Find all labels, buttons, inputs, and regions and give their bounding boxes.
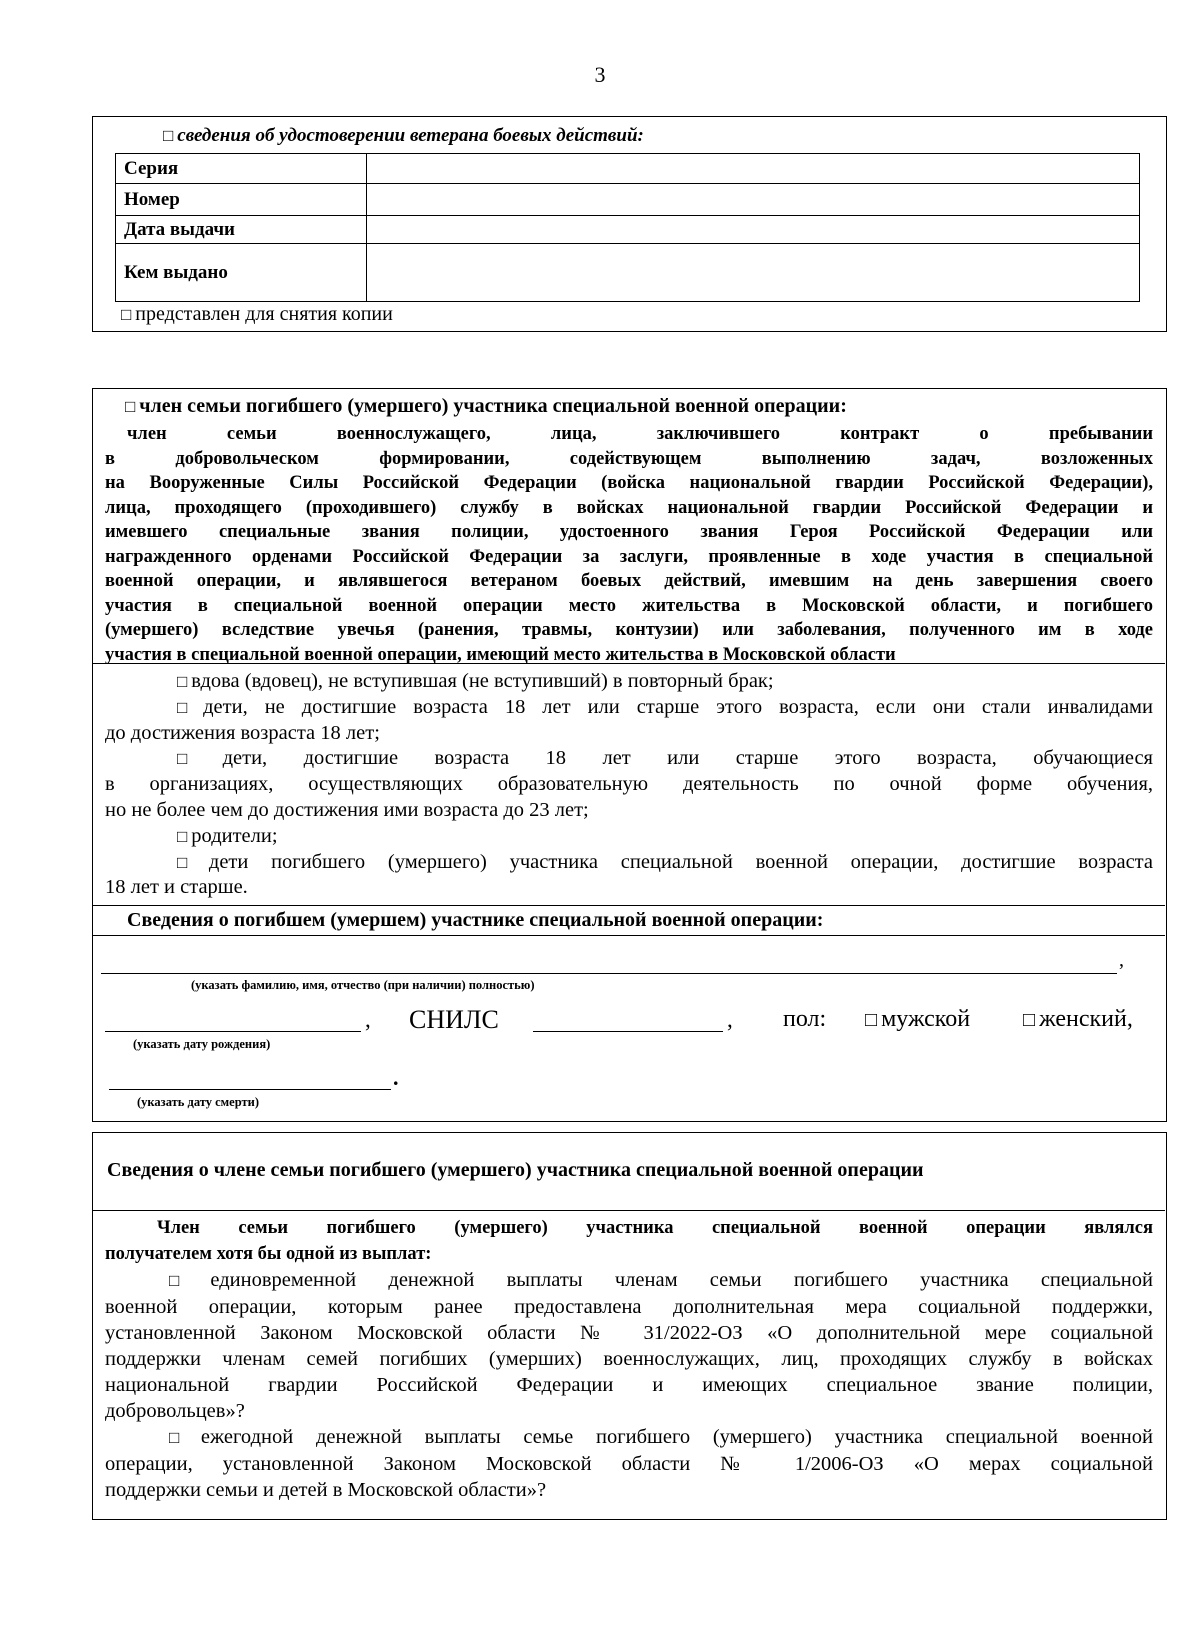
desc-line: военной операции, и являвшегося ветераном боевых действий, имевшим на день завершения своего [105,571,1153,591]
option-text-line: но не более чем до достижения ими возраста до 23 лет; [105,798,589,821]
checkbox-copy[interactable]: □ [121,305,132,324]
veteran-certificate-table [115,153,1140,302]
value-issued-by-field[interactable] [367,244,1140,302]
name-input-line[interactable] [101,973,1117,974]
checkbox-children-students[interactable]: □ [177,749,219,769]
snils-label: СНИЛС [409,1005,499,1034]
name-hint: (указать фамилию, имя, отчество (при наличии) полностью) [191,978,535,992]
veteran-certificate-heading-row [163,125,644,147]
payment-line: военной операции, которым ранее предоставлена дополнительная мера социальной поддержки, [105,1296,1153,1318]
death-date-hint: (указать дату смерти) [137,1095,260,1109]
label-issue-date: Дата выдачи [116,216,367,244]
value-number-field[interactable] [367,184,1140,216]
deceased-heading: Сведения о погибшем (умершем) участнике специальной военной операции: [127,909,824,931]
desc-line: участия в специальной военной операции, имеющий место жительства в Московской области [105,644,896,665]
checkbox-male[interactable]: □ [865,1009,878,1031]
desc-line: участия в специальной военной операции место жительства в Московской области, и погибшего [105,595,1153,616]
payment-annual-label: ежегодной денежной выплаты семье погибшего (умершего) участника специальной военной [200,1426,1153,1448]
family-info-body [105,1215,1153,1503]
payment-line: операции, установленной Законом Московской области № 1/2006-ОЗ «О мерах социальной [105,1453,1153,1475]
option-children-students [105,746,1153,772]
family-info-section [92,1132,1167,1520]
option-adult-children-label: дети погибшего (умершего) участника специальной военной операции, достигшие возраста [208,850,1153,873]
value-series-field[interactable] [367,154,1140,184]
comma: , [365,1007,371,1032]
payment-one-time-label: единовременной денежной выплаты членам семьи погибшего участника специальной [210,1269,1153,1291]
desc-line: на Вооруженные Силы Российской Федерации (войска национальной гвардии Российской Федерации), [105,473,1153,493]
birth-date-hint: (указать дату рождения) [133,1037,271,1051]
divider [93,905,1165,906]
period: . [393,1065,399,1090]
divider [93,935,1165,936]
family-member-section [92,388,1167,1122]
divider [93,1210,1165,1211]
veteran-certificate-heading: сведения об удостоверении ветерана боевых действий: [177,125,644,146]
family-member-heading-row [125,395,847,418]
sex-female-label: женский, [1039,1006,1133,1032]
copy-option-label: представлен для снятия копии [135,303,393,325]
checkbox-adult-children[interactable]: □ [177,852,205,872]
option-children-under-18 [105,695,1153,721]
label-number: Номер [116,184,367,216]
family-info-heading: Сведения о члене семьи погибшего (умершего) участника специальной военной операции [107,1159,924,1181]
payment-line: поддержки членам семей погибших (умерших) военнослужащих, лиц, проходящих службу в войсках [105,1348,1153,1370]
option-widow [105,669,1153,695]
sex-female-option [1023,1006,1133,1033]
payment-line: поддержки семьи и детей в Московской области»? [105,1479,547,1501]
checkbox-veteran-certificate[interactable]: □ [163,126,174,145]
payment-one-time [105,1267,1153,1294]
page-number: 3 [594,62,606,87]
label-series: Серия [116,154,367,184]
divider [93,663,1165,664]
sex-male-option [865,1006,970,1033]
payment-line: национальной гвардии Российской Федерации и имеющих специальное звание полиции, [105,1374,1153,1396]
option-text-line: в организациях, осуществляющих образовательную деятельность по очной форме обучения, [105,773,1153,796]
sex-label: пол: [783,1006,827,1032]
desc-line: лица, проходящего (проходившего) службу в войсках национальной гвардии Российской Федерации и [105,497,1153,518]
birth-date-input-line[interactable] [105,1031,361,1032]
sex-male-label: мужской [881,1006,971,1032]
family-member-heading: член семьи погибшего (умершего) участника специальной военной операции: [139,395,847,417]
payment-line: добровольцев»? [105,1400,245,1422]
desc-line: (умершего) вследствие увечья (ранения, травмы, контузии) или заболевания, полученного им в ходе [105,620,1153,640]
option-children-students-label: дети, достигшие возраста 18 лет или старше этого возраста, обучающиеся [222,747,1153,770]
option-parents [105,824,1153,850]
option-adult-children [105,850,1153,876]
desc-line: имевшего специальные звания полиции, удостоенного звания Героя Российской Федерации или [105,522,1153,542]
desc-line: в добровольческом формировании, содействующем выполнению задач, возложенных [105,448,1153,469]
veteran-certificate-section [92,116,1167,332]
checkbox-family-member[interactable]: □ [125,397,136,416]
family-member-description [105,422,1153,667]
intro-line: получателем хотя бы одной из выплат: [105,1244,432,1264]
option-parents-label: родители; [191,824,278,847]
intro-line: Член семьи погибшего (умершего) участника специальной военной операции являлся [157,1218,1153,1238]
checkbox-parents[interactable]: □ [177,826,188,846]
value-issue-date-field[interactable] [367,216,1140,244]
checkbox-female[interactable]: □ [1023,1009,1036,1031]
family-member-options [105,669,1153,901]
option-text-line: 18 лет и старше. [105,876,248,899]
option-widow-label: вдова (вдовец), не вступившая (не вступивший) в повторный брак; [191,670,774,692]
option-children-under-18-label: дети, не достигшие возраста 18 лет или старше этого возраста, если они стали инвалидами [203,695,1153,718]
comma: , [1119,949,1124,971]
payment-line: установленной Законом Московской области № 31/2022-ОЗ «О дополнительной мере социальной [105,1322,1153,1344]
checkbox-annual-payment[interactable]: □ [169,1428,197,1447]
payment-annual [105,1424,1153,1451]
option-text-line: до достижения возраста 18 лет; [105,721,380,744]
checkbox-one-time-payment[interactable]: □ [169,1271,207,1290]
desc-line: награжденного орденами Российской Федерации за заслуги, проявленные в ходе участия в специальной [105,546,1153,567]
snils-input-line[interactable] [533,1031,723,1032]
death-date-input-line[interactable] [109,1089,391,1090]
checkbox-widow[interactable]: □ [177,672,188,691]
checkbox-children-under-18[interactable]: □ [177,697,200,717]
copy-option-row [121,303,393,326]
comma: , [727,1007,733,1032]
desc-line: член семьи военнослужащего, лица, заключившего контракт о пребывании [127,424,1153,444]
label-issued-by: Кем выдано [116,244,367,302]
